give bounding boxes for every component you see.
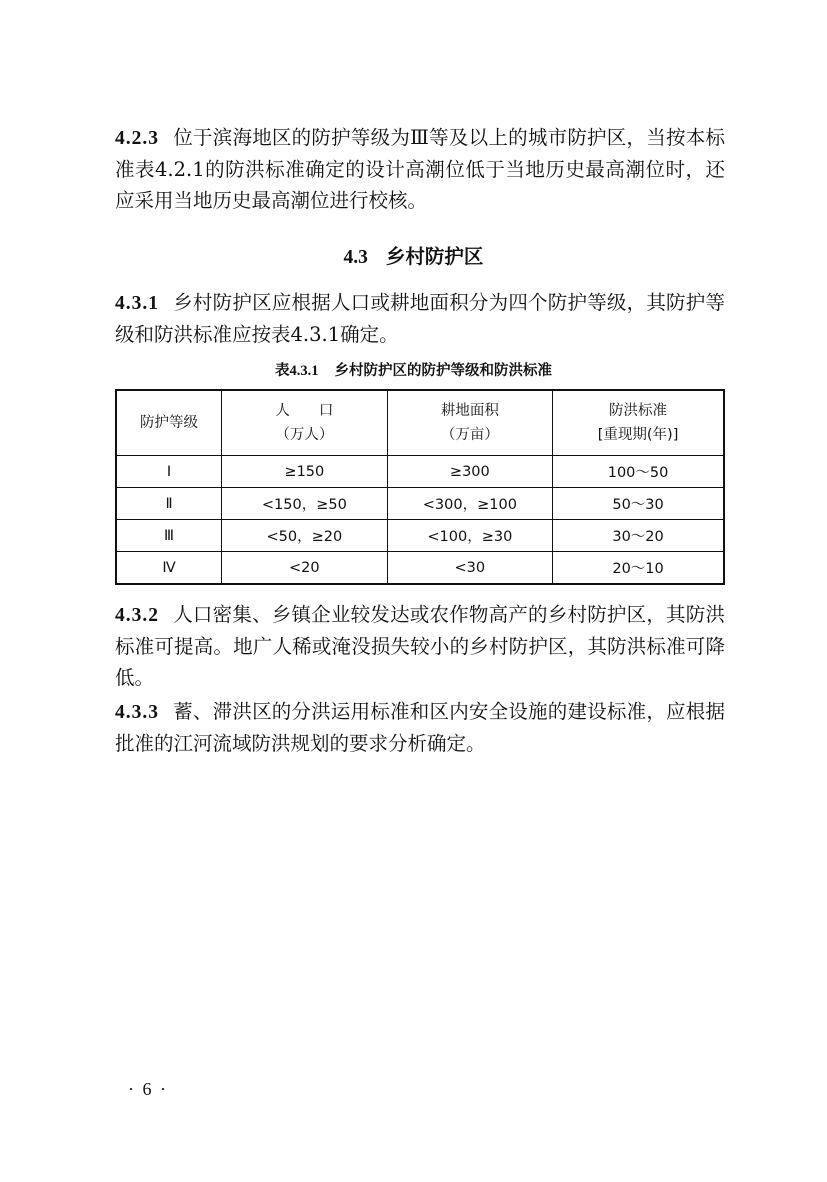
cell-standard: 100～50 (553, 456, 724, 488)
clause-number: 4.3.2 (115, 605, 159, 626)
section-title: 乡村防护区 (385, 245, 484, 268)
table-caption-title: 乡村防护区的防护等级和防洪标准 (334, 363, 552, 379)
header-grade: 防护等级 (116, 390, 222, 456)
page-number: · 6 · (128, 1079, 168, 1099)
clause-number: 4.3.1 (115, 293, 159, 314)
clause-number: 4.3.3 (115, 702, 159, 723)
section-number: 4.3 (343, 247, 368, 268)
clause-4-3-3 (115, 696, 725, 759)
section-heading (0, 241, 827, 269)
cell-population: <20 (222, 552, 388, 585)
cell-grade: Ⅳ (116, 552, 222, 585)
clause-4-2-3 (115, 122, 725, 216)
table-row (116, 488, 724, 520)
cell-grade: Ⅱ (116, 488, 222, 520)
clause-text: 蓄、滞洪区的分洪运用标准和区内安全设施的建设标准，应根据批准的江河流域防洪规划的要求分析确定。 (115, 700, 725, 755)
header-standard: 防洪标准 [重现期(年)] (553, 390, 724, 456)
header-farmland: 耕地面积 （万亩） (387, 390, 553, 456)
clause-text: 位于滨海地区的防护等级为Ⅲ等及以上的城市防护区，当按本标准表4.2.1的防洪标准确定的设计高潮位低于当地历史最高潮位时，还应采用当地历史最高潮位进行校核。 (115, 126, 725, 212)
table-row (116, 520, 724, 552)
cell-farmland: <100，≥30 (387, 520, 553, 552)
protection-grade-table (115, 389, 725, 585)
table-row (116, 456, 724, 488)
clause-text: 乡村防护区应根据人口或耕地面积分为四个防护等级，其防护等级和防洪标准应按表4.3.1确定。 (115, 291, 725, 346)
header-population: 人 口 （万人） (222, 390, 388, 456)
cell-grade: Ⅰ (116, 456, 222, 488)
cell-population: <150，≥50 (222, 488, 388, 520)
cell-farmland: <300，≥100 (387, 488, 553, 520)
cell-grade: Ⅲ (116, 520, 222, 552)
clause-4-3-2 (115, 599, 725, 693)
table-caption (0, 359, 827, 380)
table-caption-number: 表4.3.1 (275, 363, 319, 379)
cell-standard: 50～30 (553, 488, 724, 520)
table-header-row (116, 390, 724, 456)
clause-number: 4.2.3 (115, 128, 159, 149)
cell-population: <50，≥20 (222, 520, 388, 552)
table-row (116, 552, 724, 585)
cell-standard: 20～10 (553, 552, 724, 585)
cell-farmland: ≥300 (387, 456, 553, 488)
cell-farmland: <30 (387, 552, 553, 585)
cell-standard: 30～20 (553, 520, 724, 552)
cell-population: ≥150 (222, 456, 388, 488)
clause-text: 人口密集、乡镇企业较发达或农作物高产的乡村防护区，其防洪标准可提高。地广人稀或淹没损失较小的乡村防护区，其防洪标准可降低。 (115, 603, 725, 689)
clause-4-3-1 (115, 287, 725, 350)
